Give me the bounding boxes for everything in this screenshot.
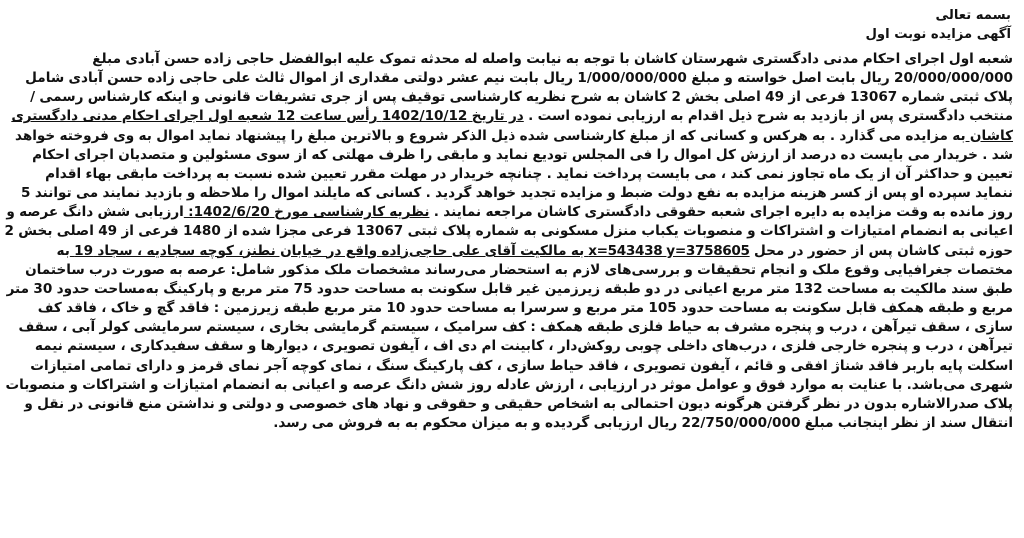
- property-description: به مختصات جغرافیایی وقوع ملک و انجام تحقیقات و بررسی‌های لازم به استحضار می‌رساند مشخصات ملک مذکور شامل: عرصه به صورت درب ساختمان طبق سند مالکیت به مساحت 132 متر مربع اعیانی در دو طبقه زیرزمین غیر قابل سکونت به مساحت حدود 75 متر مربع و پارکینگ به‌مساحت حدود 30 متر مربع و طبقه همکف قابل سکونت به مساحت حدود 105 متر مربع و سرسرا به مساحت حدود 10 متر مربع طبقه زیرزمین : فاقد گچ و خاک ، فاقد کف سازی ، سقف تیرآهن ، درب و پنجره مشرف به حیاط فلزی طبقه همکف : کف سرامیک ، سیستم گرمایشی بخاری ، سیستم سرمایشی کولر آبی ، سقف تیرآهن ، درب و پنجره خارجی فلزی ، درب‌های داخلی چوبی روکش‌دار ، کابینت ام دی اف ، آیفون تصویری ، دیوارها و سقف سفیدکاری ، سیستم نیمه اسکلت پایه باربر فاقد شناژ افقی و قائم ، آیفون تصویری ، فاقد حیاط سازی ، کف پارکینگ سنگ ، نمای کوچه آجر نمای قرمز و دارای تمامی امتیازات شهری می‌باشد. با عنایت به موارد فوق و عوامل موثر در ارزیابی ، ارزش عادله روز شش دانگ عرصه و اعیانی به انضمام امتیازات و اشتراکات و منصوبات پلاک صدرالاشاره بدون در نظر گرفتن هرگونه دیون احتمالی به اشخاص حقیقی و حقوقی و نهاد های خصوصی و دولتی و نداشتن منع قانونی در نقل و انتقال سند از نظر اینجانب مبلغ 22/750/000/000 ریال ارزیابی گردیده و به میزان محکوم به به فروش می رسد.: [5, 242, 1013, 431]
- basmala-line: بسمه تعالی: [935, 8, 1011, 23]
- auction-terms: به مزایده می گذارد . به هرکس و کسانی که از مبلغ کارشناسی شده ذیل الذکر شروع و بالاترین مبلغ را پیشنهاد نماید اموال به وی فروخته خواهد شد . خریدار می بایست ده درصد از ارزش کل اموال را فی المجلس تودیع نماید و مابقی را ظرف مهلتی که از سوی مسئولین و متصدیان اجرای احکام تعیین و حداکثر آن از یک ماه تجاوز نمی کند ، می بایست پرداخت نماید . چنانچه خریدار در مهلت مقرر تعیین شده نسبت به پرداخت مابقی بهاء اقدام ننماید سپرده او پس از کسر هزینه مزایده به نفع دولت ضبط و مزایده تجدید خواهد گردید . کسانی که مایلند اموال را ملاحظه و بازدید نمایند می توانند 5 روز مانده به وقت مزایده به دایره اجرای شعبه حقوقی دادگستری کاشان مراجعه نمایند .: [14, 127, 1013, 221]
- geo-coordinates: x=543438 y=3758605: [584, 242, 750, 259]
- notice-title: آگهی مزایده نوبت اول: [865, 27, 1011, 42]
- auction-notice: [4, 6, 1017, 532]
- auction-date-time: در تاریخ 1402/10/12 رأس ساعت 12 شعبه اول اجرای احکام مدنی دادگستری کاشان: [11, 108, 1013, 144]
- notice-heading: [4, 6, 1017, 44]
- intro-paragraph: شعبه اول اجرای احکام مدنی دادگستری شهرستان کاشان با توجه به نیابت واصله له محدثه تموک علیه ابوالفضل حاجی زاده حسن آبادی مبلغ 20/000/000/000 ریال بابت اصل خواسته و مبلغ 1/000/000/000 ریال بابت نیم عشر دولتی مقداری از اموال ثالث علی حاجی زاده حسن آبادی شامل پلاک ثبتی شماره 13067 فرعی از 49 اصلی بخش 2 کاشان به شرح نظریه کارشناسی توقیف پس از جری تشریفات قانونی و اینکه کارشناس رسمی / منتخب دادگستری پس از بازدید به شرح ذیل اقدام به ارزیابی نموده است .: [25, 51, 1013, 125]
- expert-report-date: نظریه کارشناسی مورخ 1402/6/20:: [183, 204, 430, 221]
- notice-body: [4, 50, 1017, 433]
- appraisal-intro: ارزیابی شش دانگ عرصه و اعیانی به انضمام امتیازات و اشتراکات و منصوبات یکباب منزل مسکونی به شماره پلاک ثبتی 13067 فرعی مجزا شده از 1480 فرعی از 49 اصلی بخش 2 حوزه ثبتی کاشان پس از حضور در محل: [4, 204, 1013, 259]
- owner-address: به مالکیت آقای علی حاجی‌زاده واقع در خیابان نطنز، کوچه سجادیه ، سجاد 19: [69, 242, 585, 259]
